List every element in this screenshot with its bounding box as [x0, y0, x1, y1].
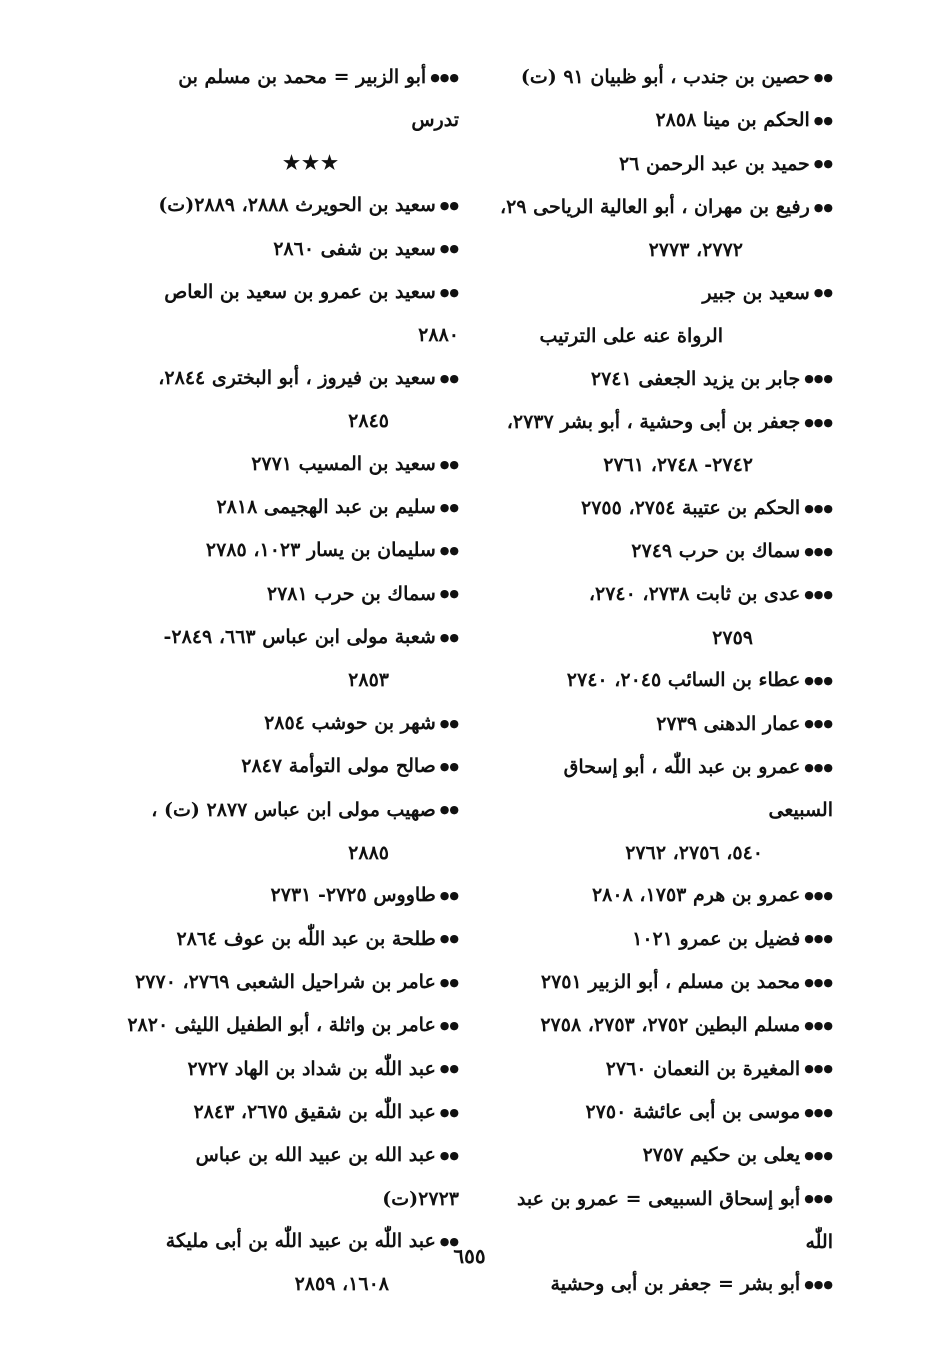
entry-text: عمرو بن عبد اللّٰه ، أبو إسحاق السبيعى [563, 755, 833, 822]
index-column-right [493, 56, 833, 1307]
index-entry [493, 358, 833, 401]
index-entry [493, 1004, 833, 1047]
index-entry [124, 745, 459, 788]
bullet-marker: ●●● [430, 70, 459, 84]
bullet-marker: ●●● [804, 1278, 833, 1292]
entry-text: يعلى بن حكيم ٢٧٥٧ [642, 1144, 801, 1167]
bullet-marker: ●● [439, 1062, 459, 1076]
entry-text: عطاء بن السائب ٢٠٤٥، ٢٧٤٠ [566, 669, 801, 692]
index-entry-continuation [493, 444, 833, 487]
bullet-marker: ●● [439, 1019, 459, 1033]
index-entry [124, 702, 459, 745]
entry-text: أبو إسحاق السبيعى = عمرو بن عبد اللّٰه [516, 1187, 833, 1253]
entry-text: سليمان بن يسار ١٠٢٣، ٢٧٨٥ [205, 539, 436, 562]
section-heading [493, 315, 833, 358]
entry-text: جعفر بن أبى وحشية ، أبو بشر ٢٧٣٧، [506, 410, 801, 433]
bullet-marker: ●● [439, 1234, 459, 1248]
entry-text: سماك بن حرب ٢٧٤٩ [631, 540, 801, 563]
bullet-marker: ●●● [804, 588, 833, 602]
entry-text: عبد اللّٰه بن شقيق ٢٦٧٥، ٢٨٤٣ [193, 1100, 436, 1123]
index-entry [493, 746, 833, 832]
bullet-marker: ●● [439, 932, 459, 946]
bullet-marker: ●● [439, 457, 459, 471]
index-entry [124, 616, 459, 659]
bullet-marker: ●●● [804, 372, 833, 386]
index-entry [124, 529, 459, 572]
entry-text: مسلم البطين ٢٧٥٢، ٢٧٥٣، ٢٧٥٨ [540, 1014, 801, 1037]
entry-text: عامر بن واثلة ، أبو الطفيل الليثى ٢٨٢٠ [127, 1014, 436, 1037]
heading-text: الرواة عنه على الترتيب [539, 325, 723, 348]
entry-text: حصين بن جندب ، أبو ظبيان ٩١ (ت) [520, 66, 810, 88]
index-entry [493, 573, 833, 616]
index-entry [124, 357, 459, 400]
entry-text: صالح مولى التوأمة ٢٨٤٧ [241, 755, 436, 778]
index-entry [493, 659, 833, 702]
entry-text: صهيب مولى ابن عباس ٢٨٧٧ (ت) ، [151, 798, 436, 821]
bullet-marker: ●● [439, 371, 459, 385]
entry-text: سعيد بن الحويرث ٢٨٨٨، ٢٨٨٩(ت) [158, 194, 436, 217]
index-entry-continuation [124, 400, 459, 443]
entry-text: عبد الله بن عبيد الله بن عباس ٢٧٢٣(ت) [195, 1144, 459, 1210]
index-entry [493, 874, 833, 917]
index-entry [493, 143, 833, 186]
bullet-marker: ●●● [804, 932, 833, 946]
entry-text: عمرو بن هرم ١٧٥٣، ٢٨٠٨ [591, 884, 801, 907]
entry-text: أبو الزبير = محمد بن مسلم بن تدرس [178, 66, 459, 132]
bullet-marker: ●● [439, 544, 459, 558]
stars-text: ★★★ [282, 151, 341, 174]
bullet-marker: ●● [439, 759, 459, 773]
index-entry [124, 228, 459, 271]
bullet-marker: ●● [813, 286, 833, 300]
entry-text: عبد اللّٰه بن عبيد اللّٰه بن أبى مليكة [165, 1230, 436, 1253]
entry-text: شعبة مولى ابن عباس ٦٦٣، ٢٨٤٩- [163, 626, 436, 649]
bullet-marker: ●●● [804, 1019, 833, 1033]
index-entry [493, 487, 833, 530]
index-entry-continuation [124, 659, 459, 702]
entry-text: طاووس ٢٧٢٥- ٢٧٣١ [270, 884, 436, 907]
index-entry [124, 1091, 459, 1134]
bullet-marker: ●● [439, 500, 459, 514]
index-entry [124, 184, 459, 227]
bullet-marker: ●● [439, 587, 459, 601]
entry-text: طلحة بن عبد اللّٰه بن عوف ٢٨٦٤ [176, 927, 436, 950]
index-entry [493, 918, 833, 961]
entry-text: محمد بن مسلم ، أبو الزبير ٢٧٥١ [540, 971, 801, 994]
bullet-marker: ●● [439, 1148, 459, 1162]
bullet-marker: ●●● [804, 544, 833, 558]
index-entry [124, 961, 459, 1004]
index-entry-continuation [493, 832, 833, 875]
entry-text: ٢٨٨٥ [348, 841, 389, 864]
index-entry [124, 918, 459, 961]
index-entry [493, 961, 833, 1004]
bullet-marker: ●● [813, 70, 833, 84]
bullet-marker: ●● [439, 975, 459, 989]
entry-text: ٢٨٥٣ [348, 669, 389, 692]
entry-text: شهر بن حوشب ٢٨٥٤ [264, 711, 436, 734]
bullet-marker: ●● [439, 242, 459, 256]
bullet-marker: ●●● [804, 717, 833, 731]
index-entry [124, 443, 459, 486]
entry-text: سليم بن عبد الهجيمى ٢٨١٨ [216, 496, 436, 519]
index-entry [124, 789, 459, 832]
entry-text: سعيد بن المسيب ٢٧٧١ [251, 452, 436, 475]
bullet-marker: ●● [439, 716, 459, 730]
index-entry [493, 1091, 833, 1134]
entry-text: جابر بن يزيد الجعفى ٢٧٤١ [590, 367, 801, 390]
index-entry [493, 1048, 833, 1091]
index-entry-continuation [124, 832, 459, 875]
section-divider-stars [124, 142, 459, 185]
bullet-marker: ●● [813, 157, 833, 171]
bullet-marker: ●● [439, 285, 459, 299]
entry-text: عبد اللّٰه بن شداد بن الهاد ٢٧٢٧ [187, 1057, 436, 1080]
bullet-marker: ●● [439, 889, 459, 903]
entry-text: سعيد بن جبير [702, 281, 810, 304]
index-entry [493, 56, 833, 99]
bullet-marker: ●●● [804, 1148, 833, 1162]
bullet-marker: ●● [439, 1105, 459, 1119]
index-entry [124, 1134, 459, 1220]
index-entry [493, 272, 833, 315]
bullet-marker: ●● [813, 200, 833, 214]
entry-text: سماك بن حرب ٢٧٨١ [266, 582, 436, 605]
index-entry [493, 1263, 833, 1306]
index-entry [493, 186, 833, 229]
bullet-marker: ●●● [804, 1062, 833, 1076]
bullet-marker: ●● [439, 803, 459, 817]
index-entry [493, 1134, 833, 1177]
entry-text: فضيل بن عمرو ١٠٢١ [632, 927, 801, 950]
index-entry-continuation [124, 1263, 459, 1306]
index-entry [493, 401, 833, 444]
bullet-marker: ●●● [804, 501, 833, 515]
bullet-marker: ●● [439, 630, 459, 644]
entry-text: ٢٧٥٩ [712, 626, 753, 649]
bullet-marker: ●●● [804, 1192, 833, 1206]
bullet-marker: ●●● [804, 415, 833, 429]
index-column-left [124, 56, 459, 1306]
entry-text: ٥٤٠، ٢٧٥٦، ٢٧٦٢ [625, 841, 763, 864]
entry-text: سعيد بن عمرو بن سعيد بن العاص ٢٨٨٠ [164, 281, 459, 347]
entry-text: ٢٨٤٥ [348, 410, 389, 433]
entry-text: ١٦٠٨، ٢٨٥٩ [294, 1273, 389, 1296]
bullet-marker: ●●● [804, 760, 833, 774]
entry-text: سعيد بن شفى ٢٨٦٠ [273, 237, 436, 260]
entry-text: الحكم بن مينا ٢٨٥٨ [655, 109, 810, 132]
index-entry [124, 1048, 459, 1091]
entry-text: ٢٧٤٢- ٢٧٤٨، ٢٧٦١ [603, 454, 753, 477]
entry-text: الحكم بن عتيبة ٢٧٥٤، ٢٧٥٥ [581, 496, 801, 519]
bullet-marker: ●● [439, 199, 459, 213]
index-entry [124, 56, 459, 142]
entry-text: عمار الدهنى ٢٧٣٩ [656, 712, 801, 735]
index-entry [124, 874, 459, 917]
index-entry-continuation [493, 617, 833, 660]
entry-text: حميد بن عبد الرحمن ٢٦ [618, 152, 810, 175]
index-entry [124, 573, 459, 616]
entry-text: المغيرة بن النعمان ٢٧٦٠ [605, 1057, 801, 1080]
index-entry-continuation [493, 229, 833, 272]
bullet-marker: ●● [813, 114, 833, 127]
bullet-marker: ●●● [804, 889, 833, 903]
entry-text: رفيع بن مهران ، أبو العالية الرياحى ٢٩، [499, 195, 810, 218]
index-entry [124, 271, 459, 357]
index-entry [493, 703, 833, 746]
bullet-marker: ●●● [804, 1105, 833, 1119]
page-number: ٦٥٥ [453, 1244, 486, 1268]
entry-text: ٢٧٧٢، ٢٧٧٣ [648, 239, 743, 262]
entry-text: عامر بن شراحيل الشعبى ٢٧٦٩، ٢٧٧٠ [135, 971, 436, 994]
index-entry [124, 486, 459, 529]
entry-text: موسى بن أبى عائشة ٢٧٥٠ [585, 1100, 801, 1123]
index-entry [493, 530, 833, 573]
bullet-marker: ●●● [804, 674, 833, 688]
index-entry [124, 1004, 459, 1047]
entry-text: أبو بشر = جعفر بن أبى وحشية [550, 1273, 801, 1296]
bullet-marker: ●●● [804, 975, 833, 989]
entry-text: عدى بن ثابت ٢٧٣٨، ٢٧٤٠، [588, 583, 801, 606]
index-entry [493, 99, 833, 142]
entry-text: سعيد بن فيروز ، أبو البخترى ٢٨٤٤، [158, 366, 436, 389]
